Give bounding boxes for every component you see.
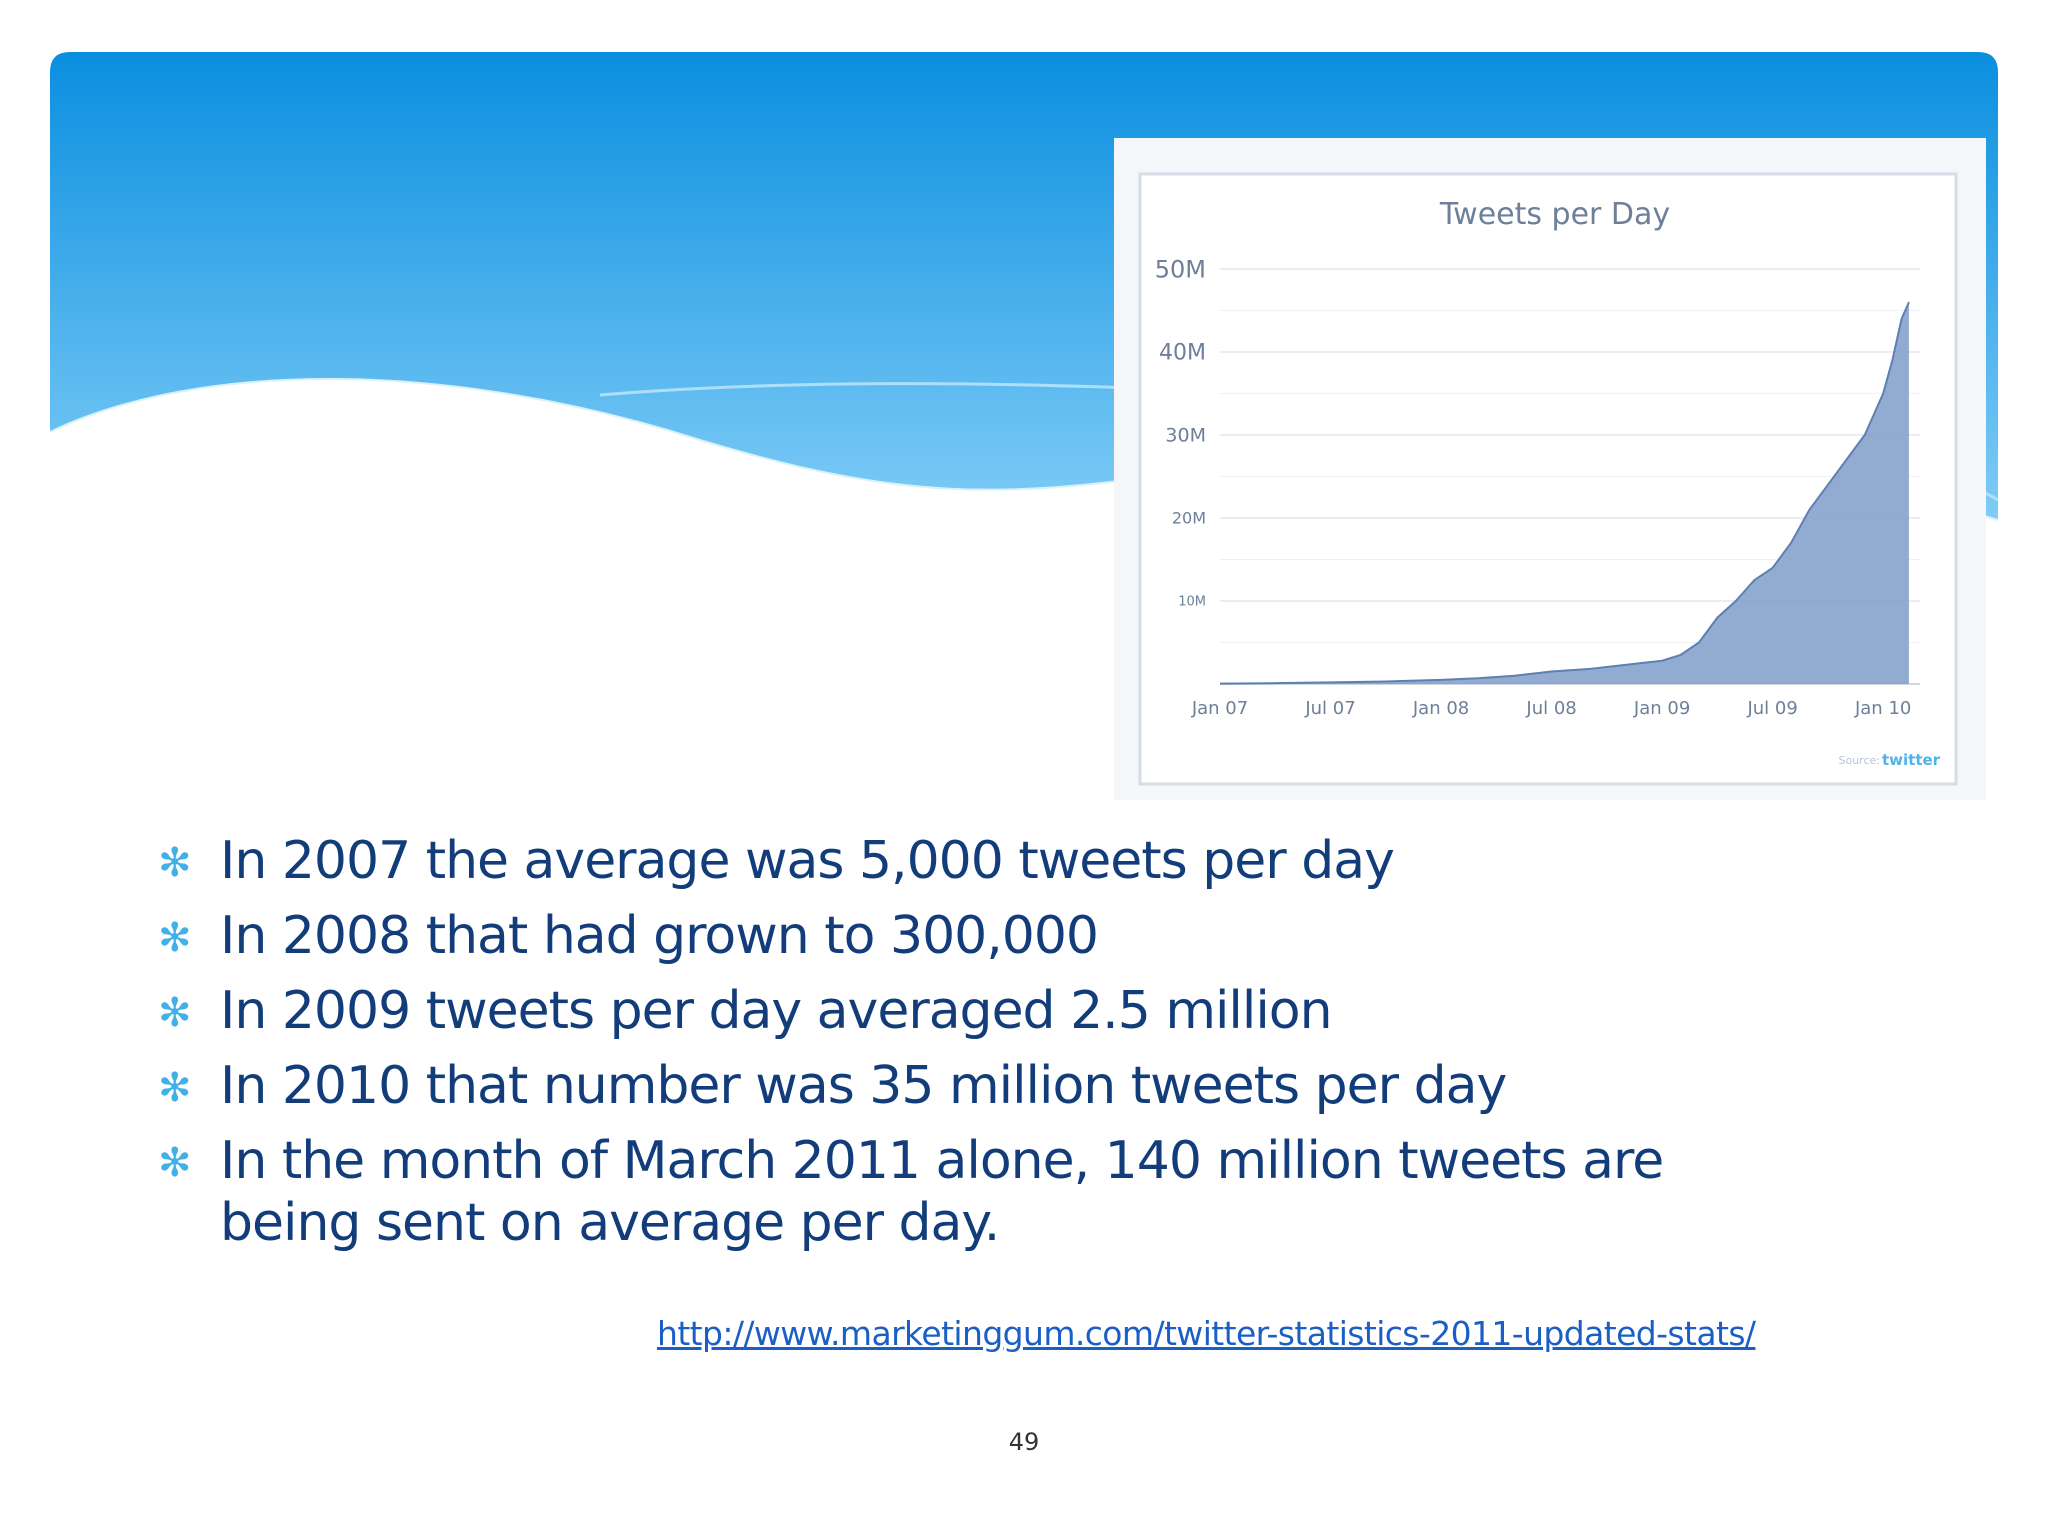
asterisk-icon: ✻ [158, 915, 191, 961]
bullet-item [150, 1130, 1750, 1254]
x-tick-label: Jan 07 [1191, 698, 1249, 719]
bullet-list [150, 830, 1750, 1267]
page-number: 49 [1008, 1428, 1040, 1456]
chart-title: Tweets per Day [1439, 197, 1671, 232]
x-tick-label: Jul 09 [1747, 698, 1798, 719]
bullet-item [150, 980, 1750, 1042]
bullet-text: In 2008 that had grown to 300,000 [220, 906, 1099, 966]
y-tick-label: 50M [1154, 255, 1206, 284]
bullet-text: In the month of March 2011 alone, 140 million tweets are being sent on average per day. [220, 1131, 1664, 1253]
y-tick-label: 40M [1159, 340, 1206, 366]
bullet-text: In 2007 the average was 5,000 tweets per day [220, 831, 1394, 891]
x-tick-label: Jan 08 [1412, 698, 1470, 719]
tweets-per-day-chart [1114, 138, 1986, 800]
bullet-item [150, 905, 1750, 967]
bullet-item [150, 830, 1750, 892]
x-tick-label: Jan 09 [1633, 698, 1691, 719]
bullet-text: In 2010 that number was 35 million tweets per day [220, 1056, 1507, 1116]
chart-canvas [1130, 164, 1966, 794]
chart-source-brand: twitter [1882, 751, 1941, 769]
y-tick-label: 30M [1165, 424, 1206, 447]
y-tick-label: 20M [1171, 508, 1206, 528]
x-tick-label: Jan 10 [1854, 698, 1912, 719]
y-tick-label: 10M [1178, 594, 1206, 610]
asterisk-icon: ✻ [158, 840, 191, 886]
x-tick-label: Jul 08 [1526, 698, 1577, 719]
bullet-item [150, 1055, 1750, 1117]
asterisk-icon: ✻ [158, 990, 191, 1036]
asterisk-icon: ✻ [158, 1065, 191, 1111]
bullet-text: In 2009 tweets per day averaged 2.5 million [220, 981, 1332, 1041]
asterisk-icon: ✻ [158, 1140, 191, 1186]
chart-source-label: Source: [1838, 754, 1880, 767]
x-tick-label: Jul 07 [1305, 698, 1356, 719]
source-link[interactable]: http://www.marketinggum.com/twitter-statistics-2011-updated-stats/ [657, 1314, 1756, 1353]
